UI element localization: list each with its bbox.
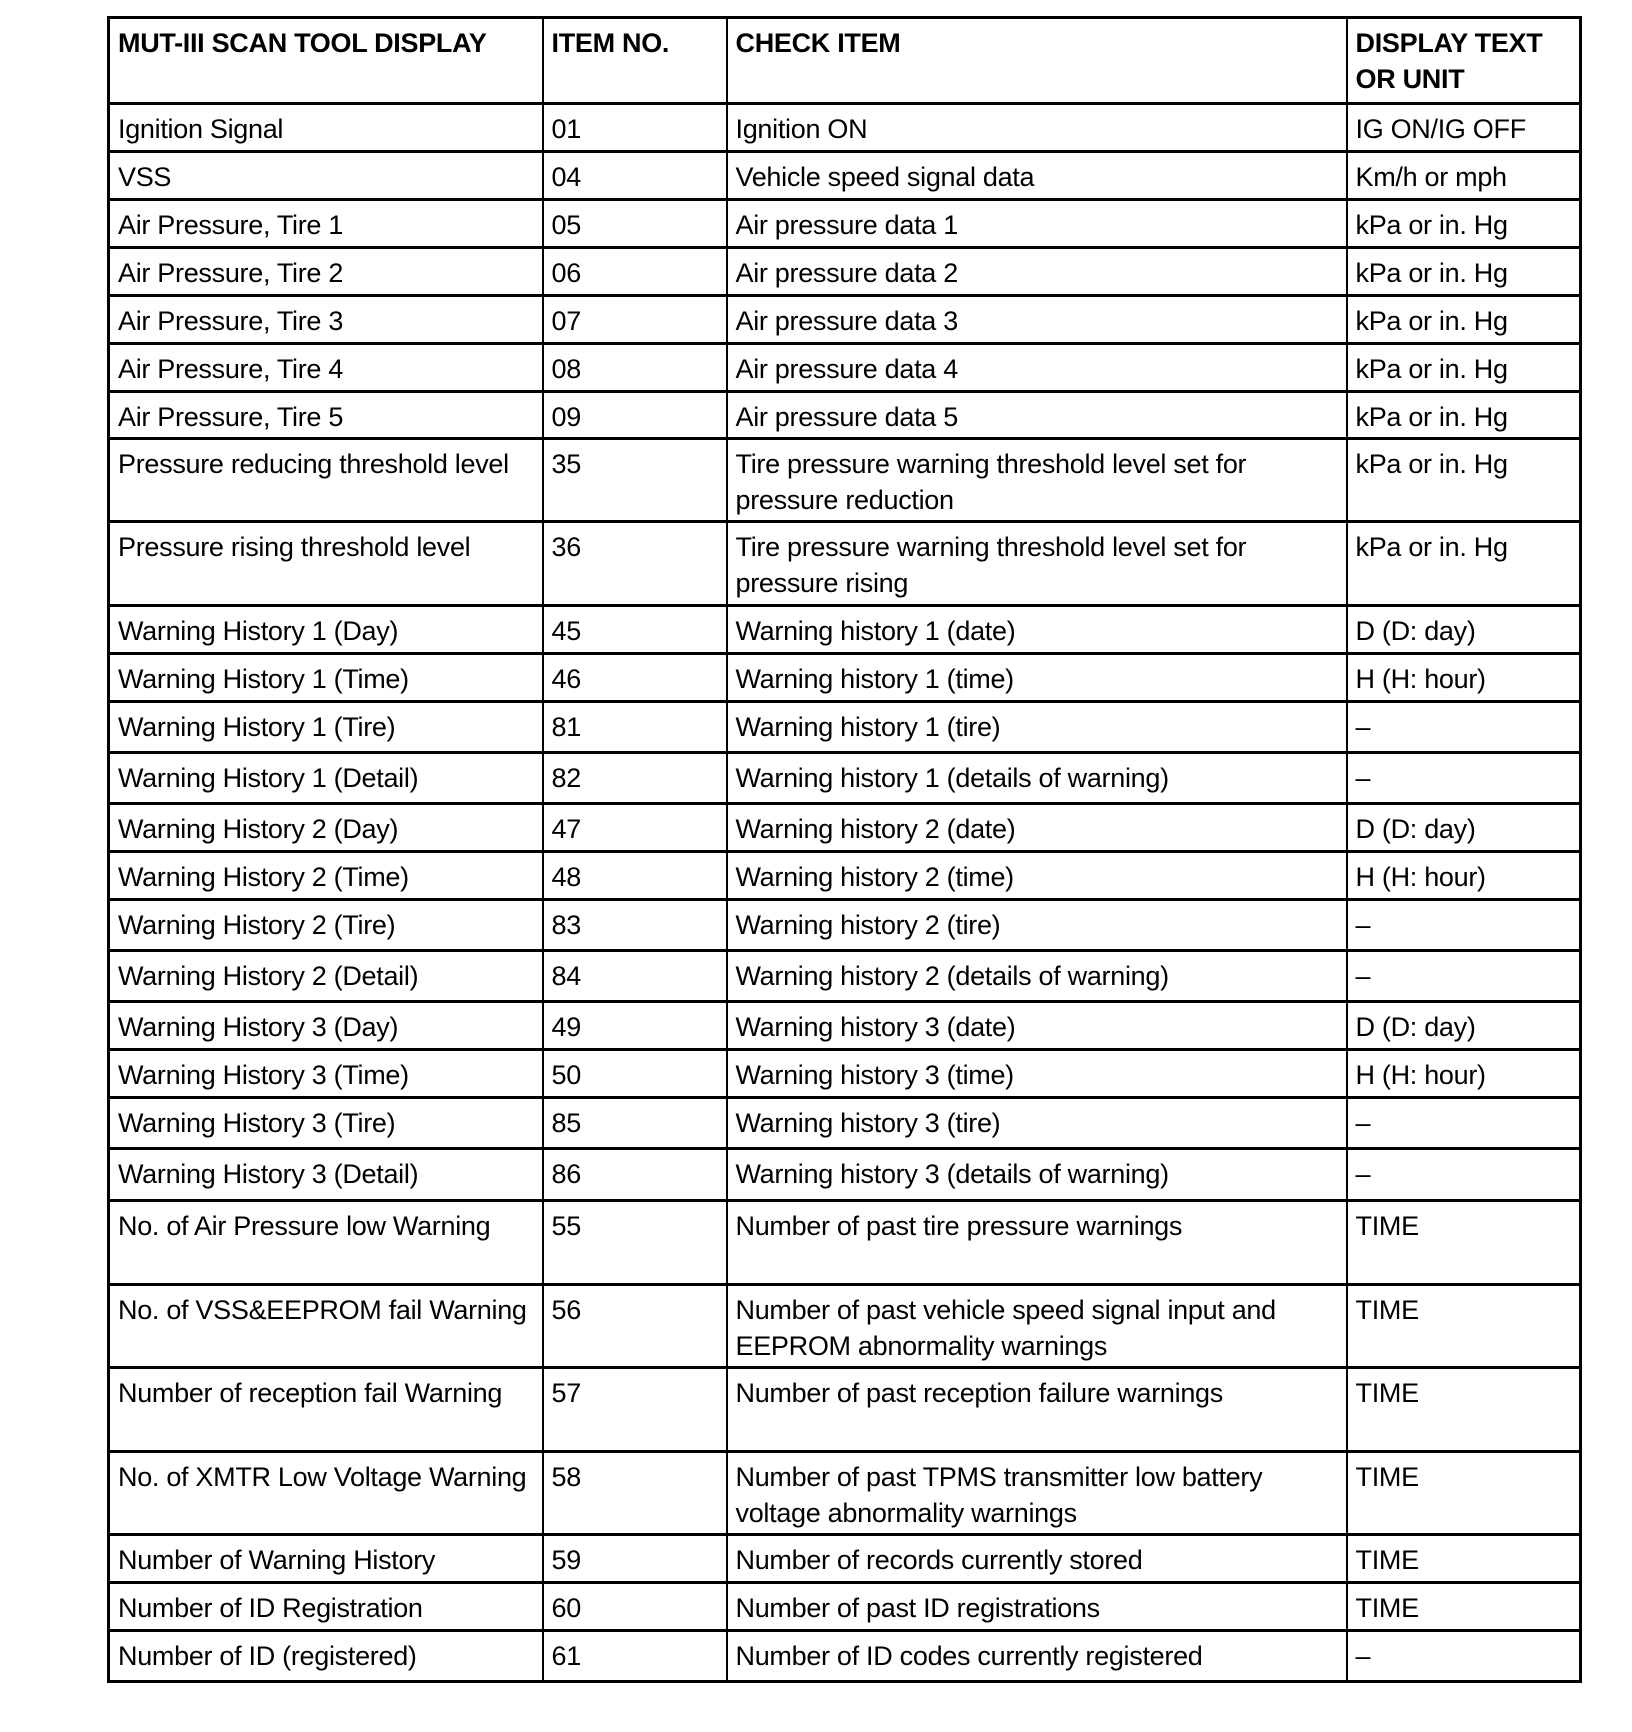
cell-check-item: Warning history 1 (details of warning) xyxy=(727,753,1347,804)
cell-item-no: 01 xyxy=(543,104,727,152)
cell-display-unit: TIME xyxy=(1347,1452,1581,1535)
cell-check-item: Warning history 2 (time) xyxy=(727,852,1347,900)
table-row xyxy=(109,1631,1581,1682)
cell-check-item: Warning history 3 (time) xyxy=(727,1050,1347,1098)
cell-display-unit: TIME xyxy=(1347,1285,1581,1368)
cell-scan-tool-display: Number of Warning History xyxy=(109,1535,543,1583)
cell-item-no: 35 xyxy=(543,439,727,522)
table-row xyxy=(109,522,1581,606)
cell-scan-tool-display: Pressure rising threshold level xyxy=(109,522,543,606)
cell-display-unit: IG ON/IG OFF xyxy=(1347,104,1581,152)
cell-scan-tool-display: Warning History 2 (Day) xyxy=(109,804,543,852)
table-row xyxy=(109,392,1581,439)
cell-display-unit: D (D: day) xyxy=(1347,1002,1581,1050)
cell-check-item: Ignition ON xyxy=(727,104,1347,152)
header-item-no: ITEM NO. xyxy=(543,18,727,104)
cell-item-no: 86 xyxy=(543,1149,727,1201)
cell-check-item: Air pressure data 3 xyxy=(727,296,1347,344)
table-row xyxy=(109,900,1581,951)
cell-display-unit: TIME xyxy=(1347,1583,1581,1631)
cell-scan-tool-display: Ignition Signal xyxy=(109,104,543,152)
cell-item-no: 56 xyxy=(543,1285,727,1368)
cell-check-item: Number of past reception failure warnings xyxy=(727,1368,1347,1452)
cell-item-no: 06 xyxy=(543,248,727,296)
table-body xyxy=(109,104,1581,1682)
cell-scan-tool-display: Warning History 3 (Tire) xyxy=(109,1098,543,1149)
table-row xyxy=(109,1201,1581,1285)
cell-display-unit: – xyxy=(1347,951,1581,1002)
cell-scan-tool-display: No. of VSS&EEPROM fail Warning xyxy=(109,1285,543,1368)
table-row xyxy=(109,702,1581,753)
cell-scan-tool-display: No. of Air Pressure low Warning xyxy=(109,1201,543,1285)
cell-check-item: Warning history 3 (date) xyxy=(727,1002,1347,1050)
cell-check-item: Tire pressure warning threshold level set for pressure rising xyxy=(727,522,1347,606)
cell-display-unit: H (H: hour) xyxy=(1347,654,1581,702)
table-row xyxy=(109,200,1581,248)
table-row xyxy=(109,1098,1581,1149)
cell-check-item: Warning history 3 (tire) xyxy=(727,1098,1347,1149)
cell-scan-tool-display: Number of ID (registered) xyxy=(109,1631,543,1682)
cell-display-unit: kPa or in. Hg xyxy=(1347,296,1581,344)
cell-check-item: Tire pressure warning threshold level set for pressure reduction xyxy=(727,439,1347,522)
cell-check-item: Number of past ID registrations xyxy=(727,1583,1347,1631)
cell-item-no: 55 xyxy=(543,1201,727,1285)
cell-display-unit: TIME xyxy=(1347,1368,1581,1452)
cell-item-no: 04 xyxy=(543,152,727,200)
cell-scan-tool-display: Number of reception fail Warning xyxy=(109,1368,543,1452)
cell-check-item: Number of past TPMS transmitter low battery voltage abnormality warnings xyxy=(727,1452,1347,1535)
table-row xyxy=(109,804,1581,852)
header-check-item: CHECK ITEM xyxy=(727,18,1347,104)
cell-display-unit: TIME xyxy=(1347,1535,1581,1583)
cell-item-no: 09 xyxy=(543,392,727,439)
cell-item-no: 61 xyxy=(543,1631,727,1682)
cell-display-unit: kPa or in. Hg xyxy=(1347,200,1581,248)
cell-check-item: Warning history 2 (details of warning) xyxy=(727,951,1347,1002)
cell-display-unit: – xyxy=(1347,900,1581,951)
cell-display-unit: H (H: hour) xyxy=(1347,852,1581,900)
cell-item-no: 46 xyxy=(543,654,727,702)
cell-scan-tool-display: Warning History 1 (Tire) xyxy=(109,702,543,753)
table-row xyxy=(109,1002,1581,1050)
cell-display-unit: kPa or in. Hg xyxy=(1347,344,1581,392)
cell-item-no: 05 xyxy=(543,200,727,248)
cell-scan-tool-display: Warning History 3 (Day) xyxy=(109,1002,543,1050)
table-row xyxy=(109,152,1581,200)
cell-check-item: Warning history 1 (time) xyxy=(727,654,1347,702)
cell-scan-tool-display: Number of ID Registration xyxy=(109,1583,543,1631)
cell-scan-tool-display: Warning History 2 (Detail) xyxy=(109,951,543,1002)
cell-scan-tool-display: Air Pressure, Tire 3 xyxy=(109,296,543,344)
cell-item-no: 60 xyxy=(543,1583,727,1631)
cell-scan-tool-display: Warning History 1 (Detail) xyxy=(109,753,543,804)
cell-display-unit: kPa or in. Hg xyxy=(1347,522,1581,606)
header-display-unit: DISPLAY TEXT OR UNIT xyxy=(1347,18,1581,104)
table-row xyxy=(109,753,1581,804)
table-row xyxy=(109,1285,1581,1368)
table-row xyxy=(109,1368,1581,1452)
cell-check-item: Number of records currently stored xyxy=(727,1535,1347,1583)
cell-display-unit: – xyxy=(1347,1631,1581,1682)
cell-scan-tool-display: Air Pressure, Tire 4 xyxy=(109,344,543,392)
cell-scan-tool-display: Warning History 2 (Tire) xyxy=(109,900,543,951)
table-row xyxy=(109,344,1581,392)
cell-display-unit: – xyxy=(1347,753,1581,804)
cell-item-no: 82 xyxy=(543,753,727,804)
cell-scan-tool-display: Warning History 3 (Detail) xyxy=(109,1149,543,1201)
table-header-row xyxy=(109,18,1581,104)
cell-display-unit: – xyxy=(1347,702,1581,753)
scan-tool-data-table xyxy=(107,16,1582,1683)
table-row xyxy=(109,1149,1581,1201)
table-row xyxy=(109,1583,1581,1631)
cell-item-no: 08 xyxy=(543,344,727,392)
table-row xyxy=(109,606,1581,654)
cell-display-unit: kPa or in. Hg xyxy=(1347,439,1581,522)
cell-scan-tool-display: Air Pressure, Tire 2 xyxy=(109,248,543,296)
cell-check-item: Warning history 1 (tire) xyxy=(727,702,1347,753)
cell-display-unit: D (D: day) xyxy=(1347,804,1581,852)
cell-check-item: Air pressure data 1 xyxy=(727,200,1347,248)
cell-display-unit: D (D: day) xyxy=(1347,606,1581,654)
cell-check-item: Air pressure data 2 xyxy=(727,248,1347,296)
cell-display-unit: – xyxy=(1347,1098,1581,1149)
cell-check-item: Number of past tire pressure warnings xyxy=(727,1201,1347,1285)
table-row xyxy=(109,1452,1581,1535)
cell-item-no: 50 xyxy=(543,1050,727,1098)
cell-item-no: 45 xyxy=(543,606,727,654)
cell-display-unit: H (H: hour) xyxy=(1347,1050,1581,1098)
cell-item-no: 49 xyxy=(543,1002,727,1050)
table-row xyxy=(109,296,1581,344)
cell-check-item: Air pressure data 4 xyxy=(727,344,1347,392)
cell-item-no: 84 xyxy=(543,951,727,1002)
cell-scan-tool-display: Air Pressure, Tire 1 xyxy=(109,200,543,248)
cell-check-item: Warning history 3 (details of warning) xyxy=(727,1149,1347,1201)
cell-item-no: 83 xyxy=(543,900,727,951)
cell-display-unit: Km/h or mph xyxy=(1347,152,1581,200)
table-row xyxy=(109,1050,1581,1098)
cell-display-unit: kPa or in. Hg xyxy=(1347,392,1581,439)
cell-display-unit: – xyxy=(1347,1149,1581,1201)
table-row xyxy=(109,439,1581,522)
cell-check-item: Number of ID codes currently registered xyxy=(727,1631,1347,1682)
table-row xyxy=(109,951,1581,1002)
cell-item-no: 36 xyxy=(543,522,727,606)
cell-scan-tool-display: Warning History 2 (Time) xyxy=(109,852,543,900)
cell-scan-tool-display: Air Pressure, Tire 5 xyxy=(109,392,543,439)
cell-check-item: Vehicle speed signal data xyxy=(727,152,1347,200)
cell-scan-tool-display: Pressure reducing threshold level xyxy=(109,439,543,522)
cell-check-item: Number of past vehicle speed signal input and EEPROM abnormality warnings xyxy=(727,1285,1347,1368)
cell-check-item: Warning history 2 (date) xyxy=(727,804,1347,852)
cell-item-no: 57 xyxy=(543,1368,727,1452)
cell-scan-tool-display: No. of XMTR Low Voltage Warning xyxy=(109,1452,543,1535)
table-row xyxy=(109,1535,1581,1583)
cell-check-item: Warning history 1 (date) xyxy=(727,606,1347,654)
cell-item-no: 58 xyxy=(543,1452,727,1535)
cell-item-no: 47 xyxy=(543,804,727,852)
cell-item-no: 85 xyxy=(543,1098,727,1149)
cell-scan-tool-display: Warning History 1 (Time) xyxy=(109,654,543,702)
cell-scan-tool-display: Warning History 3 (Time) xyxy=(109,1050,543,1098)
cell-scan-tool-display: Warning History 1 (Day) xyxy=(109,606,543,654)
cell-item-no: 07 xyxy=(543,296,727,344)
table-row xyxy=(109,248,1581,296)
cell-display-unit: kPa or in. Hg xyxy=(1347,248,1581,296)
cell-check-item: Warning history 2 (tire) xyxy=(727,900,1347,951)
table-row xyxy=(109,104,1581,152)
cell-item-no: 48 xyxy=(543,852,727,900)
header-scan-tool-display: MUT-III SCAN TOOL DISPLAY xyxy=(109,18,543,104)
table-row xyxy=(109,852,1581,900)
table-row xyxy=(109,654,1581,702)
cell-item-no: 59 xyxy=(543,1535,727,1583)
cell-item-no: 81 xyxy=(543,702,727,753)
cell-scan-tool-display: VSS xyxy=(109,152,543,200)
cell-display-unit: TIME xyxy=(1347,1201,1581,1285)
cell-check-item: Air pressure data 5 xyxy=(727,392,1347,439)
